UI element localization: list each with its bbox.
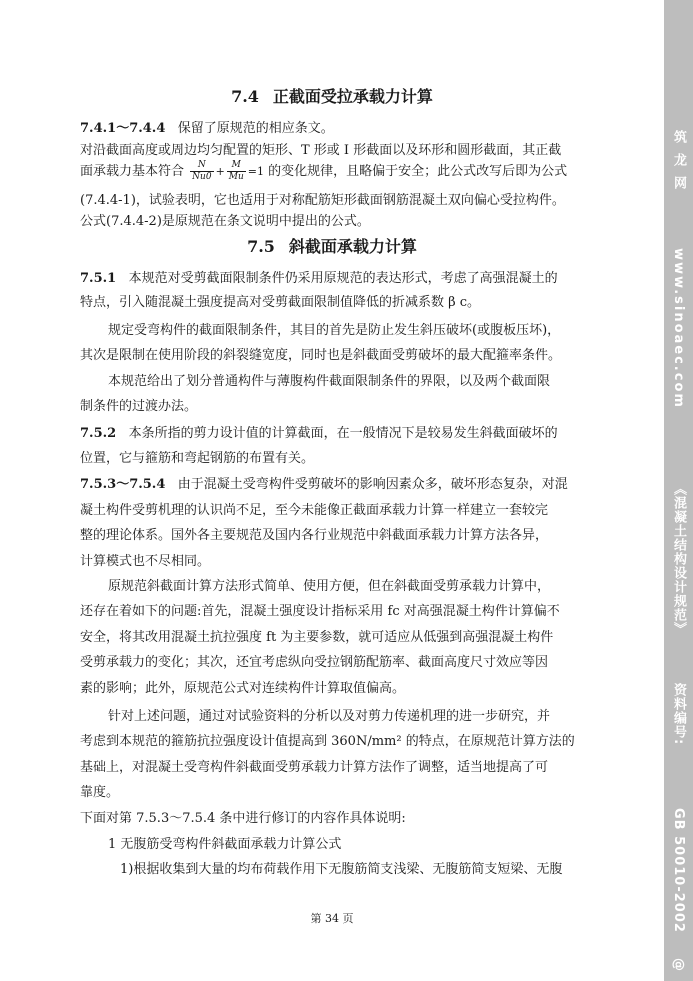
p753-line1: 7.5.3～7.5.4 由于混凝土受弯构件受剪破坏的影响因素众多，破坏形态复杂，对混 xyxy=(80,477,568,492)
page-footer: 第 34 页 xyxy=(310,912,354,925)
p751-line4: 其次是限制在使用阶段的斜裂缝宽度，同时也是斜截面受剪破坏的最大配箍率条件。 xyxy=(80,348,562,363)
p753-line4: 计算模式也不尽相同。 xyxy=(80,554,211,569)
p741-line3: 面承载力基本符合 $\frac{N}{Nu0}$ + $\frac{M}{Mu}$ =1 的变化规律，且略偏于安全；此公式改写后即为公式 xyxy=(80,160,568,182)
sidebar-url: www.sinoaec.com xyxy=(671,248,686,409)
clause-number: 7.5.3～7.5.4 xyxy=(80,477,166,492)
watermark-sidebar xyxy=(664,0,693,981)
sidebar-mark: @ xyxy=(671,958,686,971)
section-7-5-heading: 7.5 斜截面承载力计算 xyxy=(247,237,417,256)
p751-line5: 本规范给出了划分普通构件与薄腹构件截面限制条件的界限，以及两个截面限 xyxy=(108,374,551,389)
formula-n-fraction: $\frac{N}{Nu0}$ xyxy=(192,160,212,182)
p753-line14: 下面对第 7.5.3～7.5.4 条中进行修订的内容作具体说明: xyxy=(80,811,406,826)
p753-line6: 还存在着如下的问题:首先，混凝土强度设计指标采用 fc 对高强混凝土构件计算偏不 xyxy=(80,604,560,619)
p751-line2: 特点，引入随混凝土强度提高对受剪截面限制值降低的折减系数 β c。 xyxy=(80,295,481,310)
clause-number: 7.5.2 xyxy=(80,426,117,441)
p753-line8: 受剪承载力的变化；其次，还宜考虑纵向受拉钢筋配筋率、截面高度尺寸效应等因 xyxy=(80,655,549,670)
p752-line2: 位置，它与箍筋和弯起钢筋的布置有关。 xyxy=(80,451,315,466)
p751-line6: 制条件的过渡办法。 xyxy=(80,399,198,414)
clause-number: 7.4.1～7.4.4 xyxy=(80,121,166,136)
p741-line1: 7.4.1～7.4.4 保留了原规范的相应条文。 xyxy=(80,121,334,136)
p753-line15: 1 无腹筋受弯构件斜截面承载力计算公式 xyxy=(108,837,342,852)
p753-line2: 凝土构件受剪机理的认识尚不足，至今未能像正截面承载力计算一样建立一套较完 xyxy=(80,503,549,518)
p753-line5: 原规范斜截面计算方法形式简单、使用方便，但在斜截面受剪承载力计算中， xyxy=(108,579,551,594)
p741-line4: (7.4.4-1)，试验表明，它也适用于对称配筋矩形截面钢筋混凝土双向偏心受拉构件。 xyxy=(80,193,565,208)
p741-line2: 对沿截面高度或周边均匀配置的矩形、T 形或 I 形截面以及环形和圆形截面，其正截 xyxy=(80,143,562,158)
p753-line9: 素的影响；此外，原规范公式对连续构件计算取值偏高。 xyxy=(80,681,406,696)
section-7-4-heading: 7.4 正截面受拉承载力计算 xyxy=(231,87,433,106)
p752-line1: 7.5.2 本条所指的剪力设计值的计算截面，在一般情况下是较易发生斜截面破坏的 xyxy=(80,426,558,441)
sidebar-label: 资料编号: xyxy=(671,683,686,746)
sidebar-code: GB 50010-2002 xyxy=(671,808,686,933)
p753-line7: 安全，将其改用混凝土抗拉强度 ft 为主要参数，就可适应从低强到高强混凝土构件 xyxy=(80,630,554,645)
p751-line1: 7.5.1 本规范对受剪截面限制条件仍采用原规范的表达形式，考虑了高强混凝土的 xyxy=(80,271,558,286)
p753-line12: 基础上，对混凝土受弯构件斜截面受剪承载力计算方法作了调整，适当地提高了可 xyxy=(80,760,549,775)
sidebar-site: 筑龙网 xyxy=(671,130,686,199)
p741-line5: 公式(7.4.4-2)是原规范在条文说明中提出的公式。 xyxy=(80,214,370,229)
p753-line3: 整的理论体系。国外各主要规范及国内各行业规范中斜截面承载力计算方法各异， xyxy=(80,528,549,543)
p753-line13: 靠度。 xyxy=(80,785,120,800)
p753-line11: 考虑到本规范的箍筋抗拉强度设计值提高到 360N/mm² 的特点，在原规范计算方法的 xyxy=(80,734,575,749)
p753-line10: 针对上述问题，通过对试验资料的分析以及对剪力传递机理的进一步研究，并 xyxy=(108,709,551,724)
formula-m-fraction: $\frac{M}{Mu}$ xyxy=(228,160,244,182)
clause-number: 7.5.1 xyxy=(80,271,117,286)
p753-line16: 1)根据收集到大量的均布荷载作用下无腹筋简支浅梁、无腹筋简支短梁、无腹 xyxy=(120,862,563,877)
sidebar-book: 《混凝土结构设计规范》 xyxy=(671,482,686,636)
p751-line3: 规定受弯构件的截面限制条件，其目的首先是防止发生斜压破坏(或腹板压坏)， xyxy=(108,323,561,338)
